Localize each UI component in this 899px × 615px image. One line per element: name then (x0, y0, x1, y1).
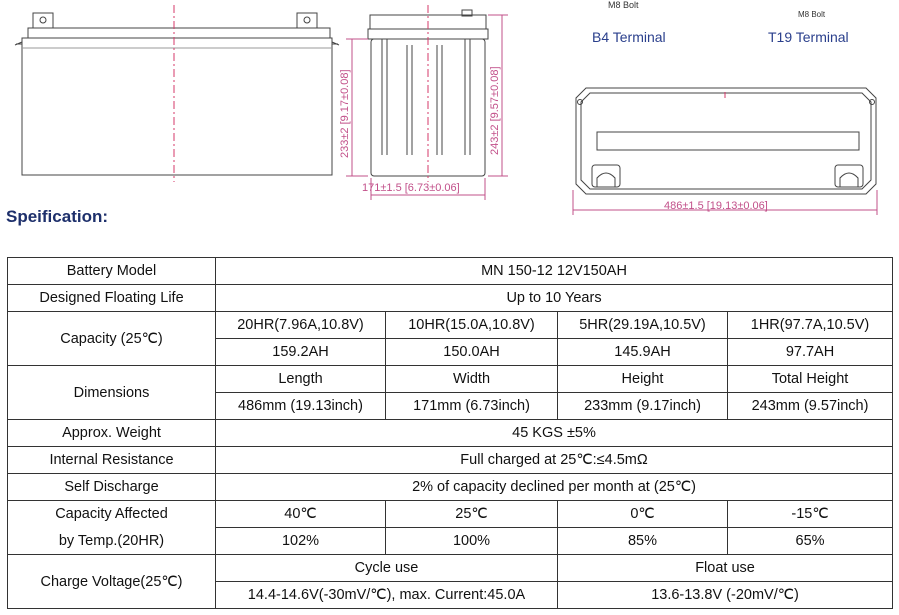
terminal-t19-label: T19 Terminal (768, 29, 849, 45)
table-row (8, 474, 893, 501)
dimensions-header: Length (216, 366, 386, 393)
capacity-value: 159.2AH (216, 339, 386, 366)
dim-width-label: 171±1.5 [6.73±0.06] (362, 182, 460, 194)
floating-life-value: Up to 10 Years (216, 285, 893, 312)
table-row (8, 555, 893, 582)
temp-value: 100% (386, 528, 558, 555)
table-row (8, 312, 893, 339)
floating-life-label: Designed Floating Life (8, 285, 216, 312)
temp-header: 40℃ (216, 501, 386, 528)
table-row (8, 285, 893, 312)
spec-table (7, 257, 893, 609)
bolt-label-t19: M8 Bolt (798, 10, 826, 19)
dim-height-label: 233±2 [9.17±0.08] (339, 69, 351, 158)
dim-length-label: 486±1.5 [19.13±0.06] (664, 200, 768, 212)
dimensions-value: 171mm (6.73inch) (386, 393, 558, 420)
dimensions-value: 486mm (19.13inch) (216, 393, 386, 420)
weight-label: Approx. Weight (8, 420, 216, 447)
top-view (573, 88, 877, 215)
self-discharge-label: Self Discharge (8, 474, 216, 501)
dimensions-value: 243mm (9.57inch) (728, 393, 893, 420)
temp-capacity-label-2: by Temp.(20HR) (8, 528, 216, 555)
table-row (8, 258, 893, 285)
capacity-value: 145.9AH (558, 339, 728, 366)
temp-header: 25℃ (386, 501, 558, 528)
temp-value: 85% (558, 528, 728, 555)
bolt-label-b4: M8 Bolt (608, 0, 639, 10)
table-row (8, 366, 893, 393)
capacity-label: Capacity (25℃) (8, 312, 216, 366)
temp-value: 102% (216, 528, 386, 555)
dimensions-value: 233mm (9.17inch) (558, 393, 728, 420)
dimensions-header: Height (558, 366, 728, 393)
dimensions-header: Total Height (728, 366, 893, 393)
battery-model-label: Battery Model (8, 258, 216, 285)
temp-value: 65% (728, 528, 893, 555)
table-row (8, 420, 893, 447)
side-view (346, 5, 508, 200)
dim-total-height-label: 243±2 [9.57±0.08] (489, 66, 501, 155)
table-row (8, 447, 893, 474)
resistance-label: Internal Resistance (8, 447, 216, 474)
dimensions-label: Dimensions (8, 366, 216, 420)
capacity-header: 10HR(15.0A,10.8V) (386, 312, 558, 339)
table-row (8, 501, 893, 528)
battery-model-value: MN 150-12 12V150AH (216, 258, 893, 285)
float-use-label: Float use (558, 555, 893, 582)
temp-header: -15℃ (728, 501, 893, 528)
terminal-b4-label: B4 Terminal (592, 29, 666, 45)
self-discharge-value: 2% of capacity declined per month at (25℃) (216, 474, 893, 501)
table-row (8, 528, 893, 555)
cycle-use-value: 14.4-14.6V(-30mV/℃), max. Current:45.0A (216, 582, 558, 609)
weight-value: 45 KGS ±5% (216, 420, 893, 447)
float-use-value: 13.6-13.8V (-20mV/℃) (558, 582, 893, 609)
capacity-value: 97.7AH (728, 339, 893, 366)
cycle-use-label: Cycle use (216, 555, 558, 582)
battery-drawing (0, 0, 899, 225)
front-view (15, 5, 339, 182)
temp-capacity-label-1: Capacity Affected (8, 501, 216, 528)
capacity-value: 150.0AH (386, 339, 558, 366)
dimensions-header: Width (386, 366, 558, 393)
capacity-header: 5HR(29.19A,10.5V) (558, 312, 728, 339)
capacity-header: 20HR(7.96A,10.8V) (216, 312, 386, 339)
spec-heading: Speification: (6, 207, 109, 226)
capacity-header: 1HR(97.7A,10.5V) (728, 312, 893, 339)
temp-header: 0℃ (558, 501, 728, 528)
charge-voltage-label: Charge Voltage(25℃) (8, 555, 216, 609)
resistance-value: Full charged at 25℃:≤4.5mΩ (216, 447, 893, 474)
